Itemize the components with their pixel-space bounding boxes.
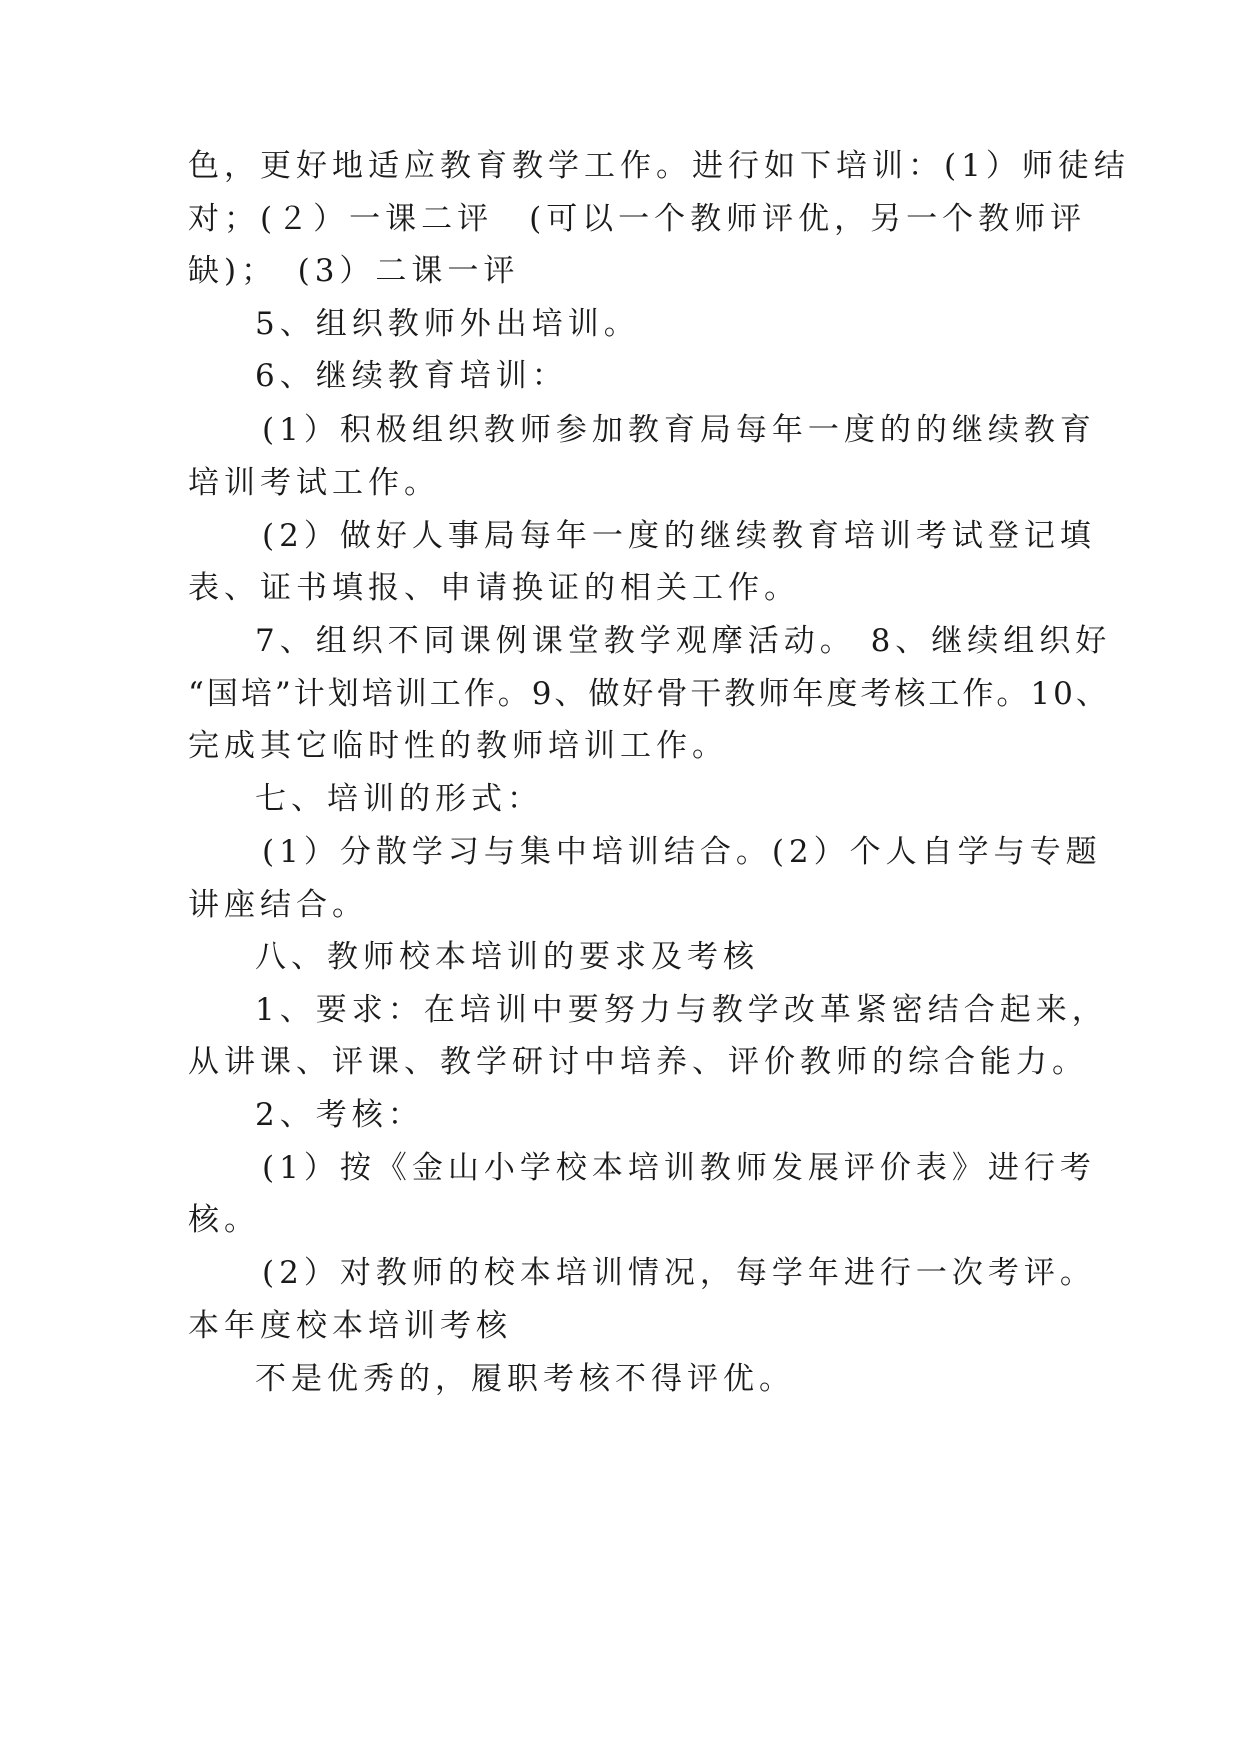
paragraph-line: 核。: [188, 1202, 260, 1238]
paragraph-line: 对；(２）一课二评 (可以一个教师评优，另一个教师评: [188, 201, 1087, 237]
section-heading: 七、培训的形式：: [255, 781, 543, 817]
paragraph-line: (2）做好人事局每年一度的继续教育培训考试登记填: [262, 518, 1096, 554]
paragraph-line: (2）对教师的校本培训情况，每学年进行一次考评。: [262, 1255, 1096, 1291]
paragraph-line: 缺)； (3）二课一评: [188, 253, 520, 289]
paragraph-line: 5、组织教师外出培训。: [255, 306, 640, 342]
paragraph-line: (1）按《金山小学校本培训教师发展评价表》进行考: [262, 1150, 1096, 1186]
section-heading: 八、教师校本培训的要求及考核: [255, 939, 759, 975]
paragraph-line: “国培”计划培训工作。9、做好骨干教师年度考核工作。10、: [188, 676, 1110, 712]
paragraph-line: 完成其它临时性的教师培训工作。: [188, 728, 728, 764]
paragraph-line: 讲座结合。: [188, 887, 368, 923]
paragraph-line: 从讲课、评课、教学研讨中培养、评价教师的综合能力。: [188, 1044, 1088, 1080]
paragraph-line: 培训考试工作。: [188, 465, 440, 501]
paragraph-line: 本年度校本培训考核: [188, 1308, 512, 1344]
paragraph-line: (1）积极组织教师参加教育局每年一度的的继续教育: [262, 412, 1096, 448]
paragraph-line: 不是优秀的，履职考核不得评优。: [255, 1361, 795, 1397]
paragraph-line: 2、考核：: [255, 1097, 424, 1133]
paragraph-line: (1）分散学习与集中培训结合。(2）个人自学与专题: [262, 834, 1102, 870]
paragraph-line: 表、证书填报、申请换证的相关工作。: [188, 570, 800, 606]
paragraph-line: 6、继续教育培训：: [255, 358, 568, 394]
paragraph-line: 7、组织不同课例课堂教学观摩活动。 8、继续组织好: [255, 623, 1112, 659]
paragraph-line: 色，更好地适应教育教学工作。进行如下培训：(1）师徒结: [188, 148, 1130, 184]
paragraph-line: 1、要求：在培训中要努力与教学改革紧密结合起来，: [255, 992, 1108, 1028]
